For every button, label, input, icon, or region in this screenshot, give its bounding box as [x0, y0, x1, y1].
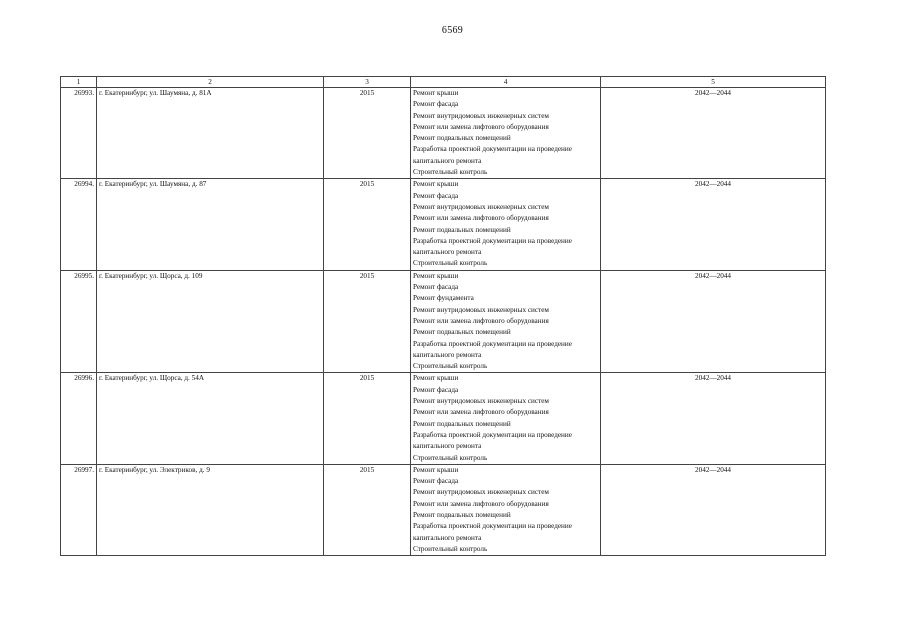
- address-cell: г. Екатеринбург, ул. Шаумяна, д. 81А: [97, 88, 324, 179]
- work-item: Ремонт фасада: [413, 191, 459, 200]
- year-cell: 2015: [324, 270, 411, 373]
- work-item: Разработка проектной документации на проведение капитального ремонта: [413, 339, 572, 359]
- table-row: [61, 270, 826, 373]
- table-header: [61, 77, 826, 88]
- work-item: Ремонт подвальных помещений: [413, 134, 511, 143]
- row-number: 26993.: [61, 88, 97, 179]
- work-item: Ремонт крыши: [413, 180, 459, 189]
- period-cell: 2042—2044: [601, 464, 826, 555]
- work-item: Ремонт подвальных помещений: [413, 419, 511, 428]
- address-cell: г. Екатеринбург, ул. Щорса, д. 54А: [97, 373, 324, 464]
- works-cell: [411, 464, 601, 555]
- column-header-5: 5: [601, 77, 826, 88]
- work-item: Разработка проектной документации на проведение капитального ремонта: [413, 522, 572, 542]
- work-item: Ремонт или замена лифтового оборудования: [413, 122, 549, 131]
- work-item: Ремонт фасада: [413, 385, 459, 394]
- capital-repair-table: [60, 76, 826, 556]
- table-row: [61, 88, 826, 179]
- work-item: Ремонт или замена лифтового оборудования: [413, 214, 549, 223]
- year-cell: 2015: [324, 373, 411, 464]
- work-item: Ремонт крыши: [413, 374, 459, 383]
- work-item: Ремонт внутридомовых инженерных систем: [413, 488, 549, 497]
- year-cell: 2015: [324, 464, 411, 555]
- work-item: Разработка проектной документации на проведение капитального ремонта: [413, 236, 572, 257]
- column-header-1: 1: [61, 77, 97, 88]
- row-number: 26994.: [61, 179, 97, 270]
- address-cell: г. Екатеринбург, ул. Щорса, д. 109: [97, 270, 324, 373]
- work-item: Ремонт крыши: [413, 89, 459, 97]
- work-item: Ремонт внутридомовых инженерных систем: [413, 111, 549, 120]
- column-header-4: 4: [411, 77, 601, 88]
- work-item: Ремонт фасада: [413, 283, 459, 292]
- period-cell: 2042—2044: [601, 88, 826, 179]
- work-item: Ремонт подвальных помещений: [413, 225, 511, 234]
- work-item: Строительный контроль: [413, 544, 488, 553]
- work-item: Строительный контроль: [413, 259, 488, 268]
- row-number: 26997.: [61, 464, 97, 555]
- column-header-2: 2: [97, 77, 324, 88]
- period-cell: 2042—2044: [601, 179, 826, 270]
- address-cell: г. Екатеринбург, ул. Электриков, д. 9: [97, 464, 324, 555]
- works-cell: [411, 270, 601, 373]
- work-item: Ремонт или замена лифтового оборудования: [413, 316, 549, 325]
- work-item: Ремонт крыши: [413, 271, 459, 280]
- table-row: [61, 179, 826, 270]
- work-item: Ремонт подвальных помещений: [413, 328, 511, 337]
- column-header-3: 3: [324, 77, 411, 88]
- work-item: Ремонт или замена лифтового оборудования: [413, 499, 549, 508]
- period-cell: 2042—2044: [601, 373, 826, 464]
- table-row: [61, 373, 826, 464]
- year-cell: 2015: [324, 88, 411, 179]
- work-item: Ремонт крыши: [413, 465, 459, 474]
- work-item: Строительный контроль: [413, 362, 488, 371]
- work-item: Ремонт внутридомовых инженерных систем: [413, 397, 549, 406]
- address-cell: г. Екатеринбург, ул. Шаумяна, д. 87: [97, 179, 324, 270]
- header-row: [61, 77, 826, 88]
- row-number: 26995.: [61, 270, 97, 373]
- work-item: Ремонт подвальных помещений: [413, 510, 511, 519]
- work-item: Ремонт фундамента: [413, 294, 474, 303]
- work-item: Разработка проектной документации на проведение капитального ремонта: [413, 145, 572, 165]
- work-item: Ремонт или замена лифтового оборудования: [413, 408, 549, 417]
- year-cell: 2015: [324, 179, 411, 270]
- work-item: Строительный контроль: [413, 453, 488, 462]
- row-number: 26996.: [61, 373, 97, 464]
- table-row: [61, 464, 826, 555]
- work-item: Ремонт фасада: [413, 477, 459, 486]
- work-item: Разработка проектной документации на проведение капитального ремонта: [413, 430, 572, 451]
- works-cell: [411, 373, 601, 464]
- work-item: Ремонт фасада: [413, 100, 459, 109]
- work-item: Строительный контроль: [413, 168, 488, 177]
- table-body: [61, 88, 826, 556]
- page-number: 6569: [441, 25, 464, 36]
- works-cell: [411, 88, 601, 179]
- work-item: Ремонт внутридомовых инженерных систем: [413, 202, 549, 211]
- works-cell: [411, 179, 601, 270]
- period-cell: 2042—2044: [601, 270, 826, 373]
- work-item: Ремонт внутридомовых инженерных систем: [413, 305, 549, 314]
